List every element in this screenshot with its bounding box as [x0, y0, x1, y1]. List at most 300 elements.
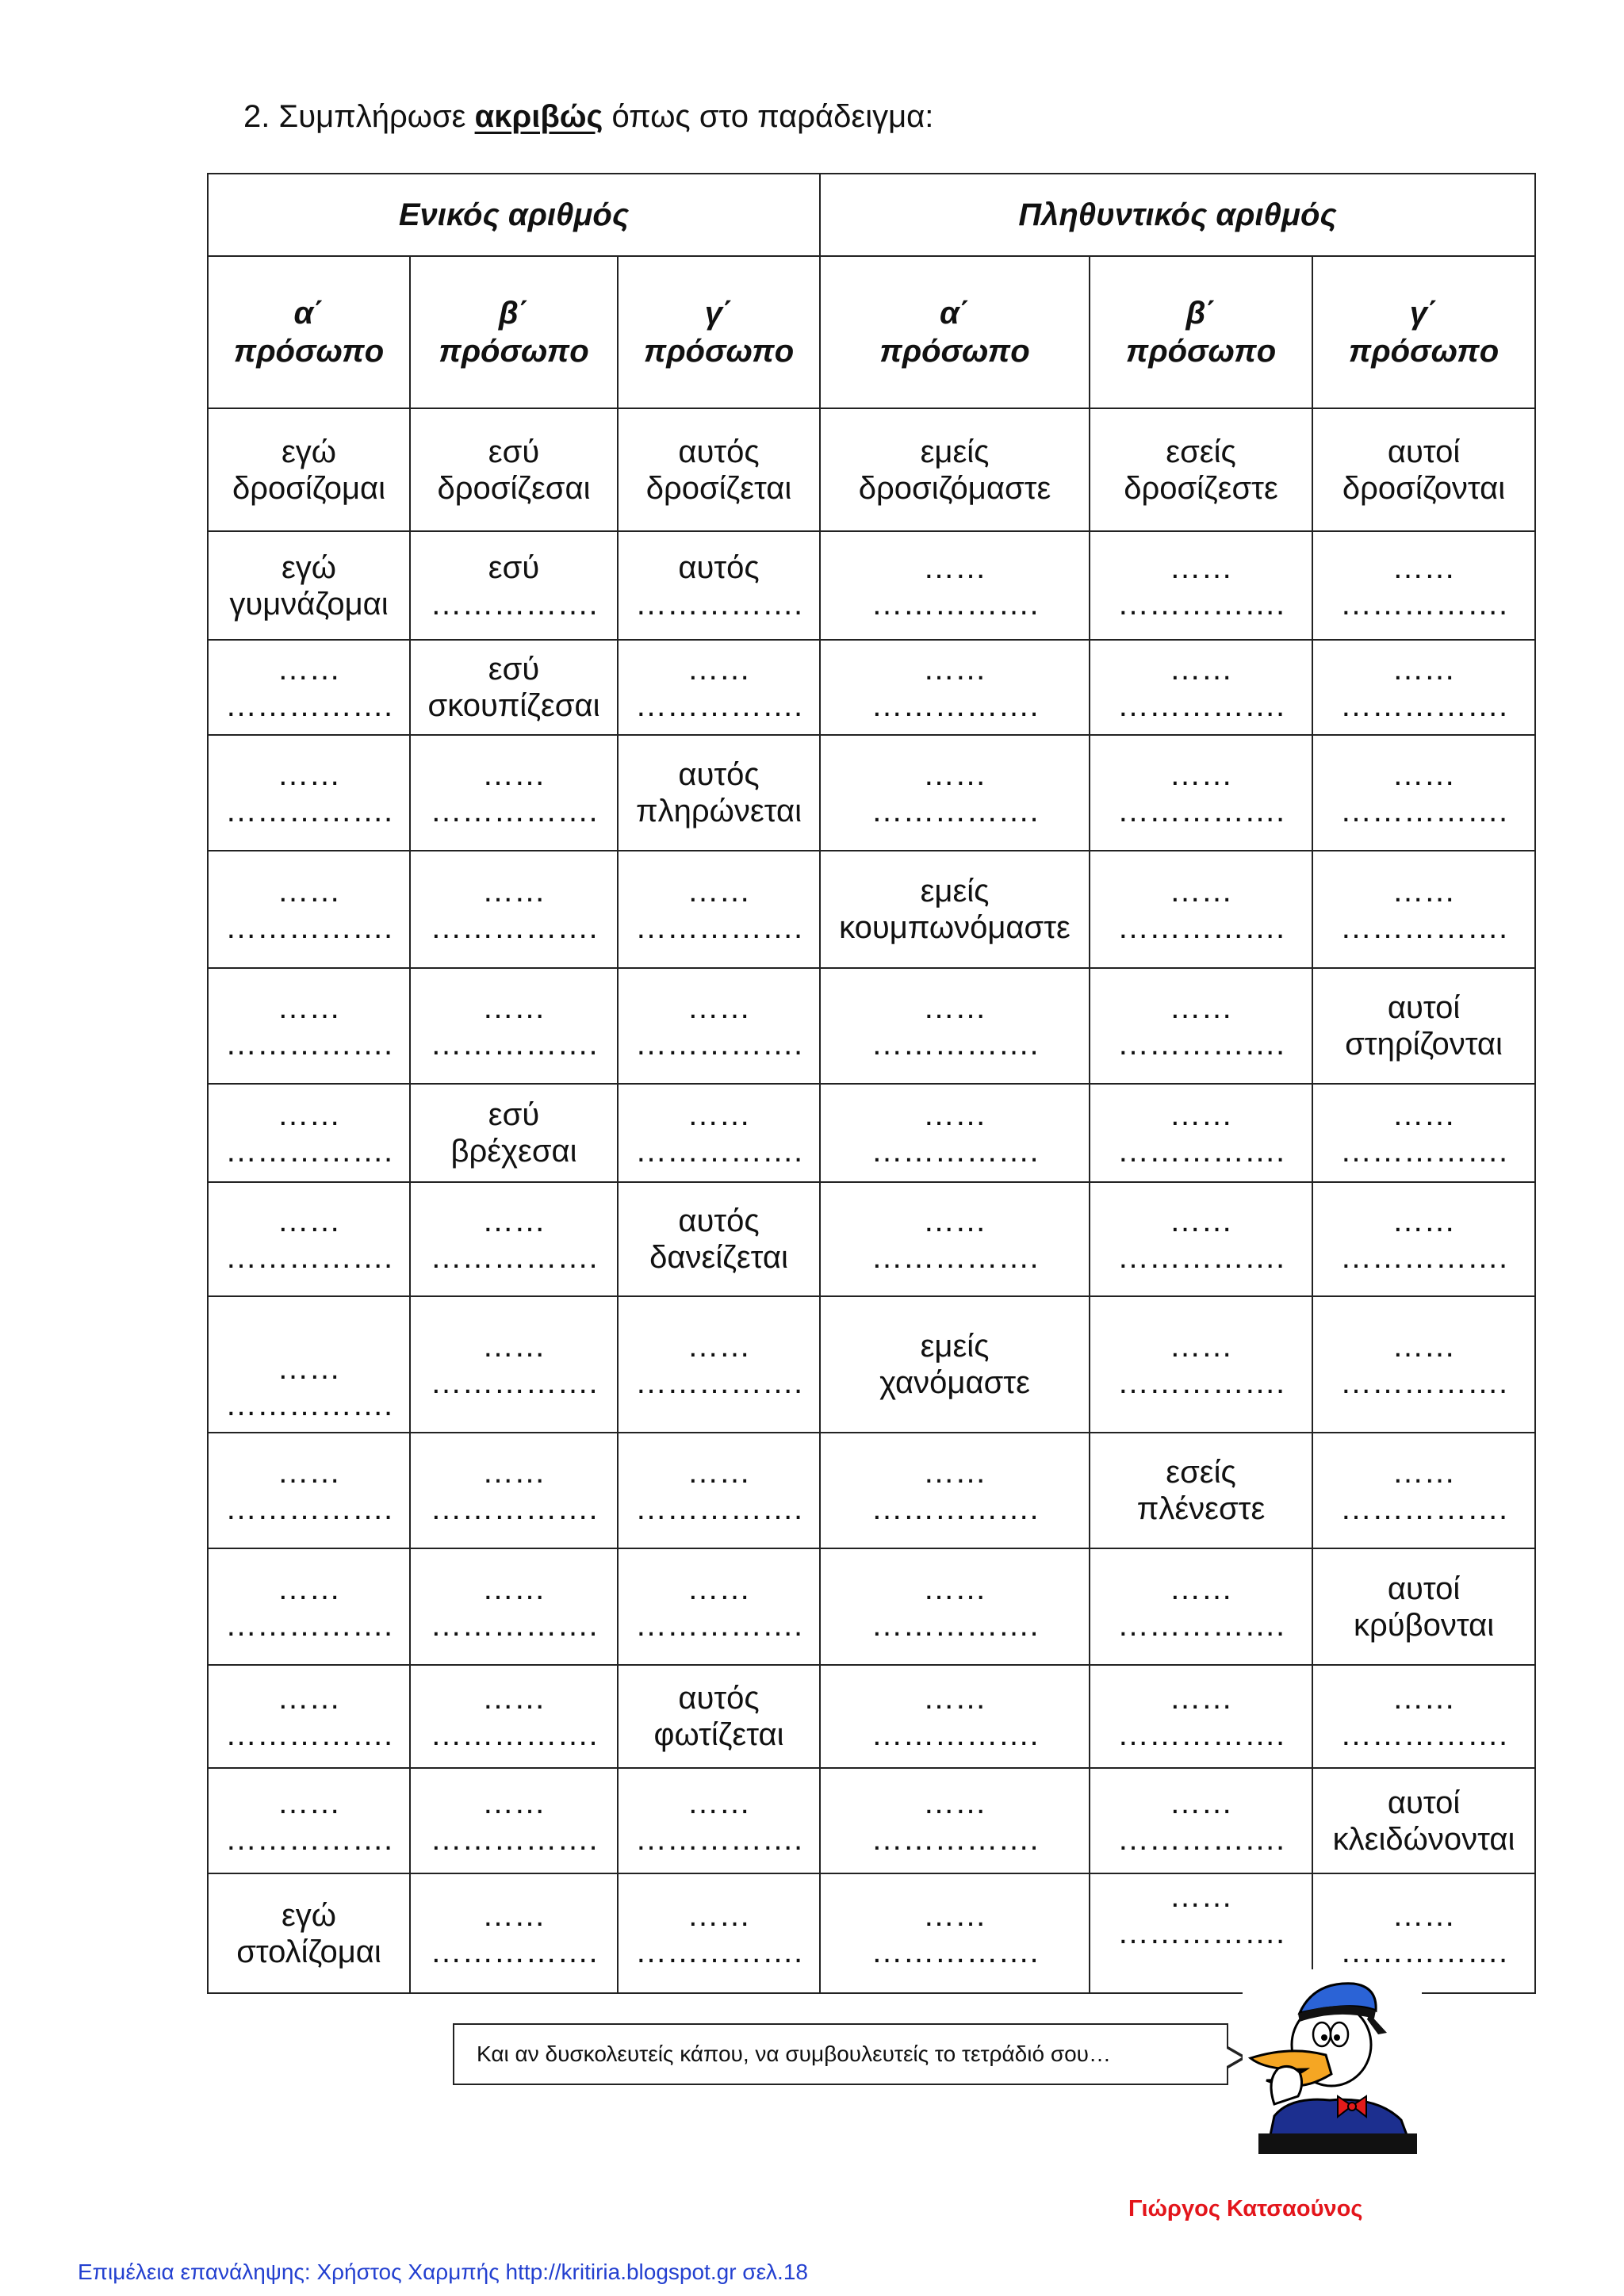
- blank-answer-cell: [410, 1768, 618, 1873]
- cell-line-verb: δροσίζονται: [1342, 470, 1506, 506]
- given-form-cell: [410, 1084, 618, 1182]
- cell-line-verb: …………….: [871, 688, 1039, 723]
- cell-line-pronoun: αυτός: [678, 549, 760, 585]
- person-header-2: [410, 256, 618, 408]
- cell-text: [1313, 1454, 1534, 1527]
- instruction-tail: όπως στο παράδειγμα:: [611, 99, 934, 134]
- cell-line-verb: …………….: [224, 1387, 393, 1422]
- cell-line-verb: πλένεστε: [1136, 1491, 1266, 1526]
- given-form-cell: [410, 408, 618, 531]
- cell-line-verb: …………….: [634, 1821, 803, 1857]
- cell-text: [209, 549, 409, 622]
- donald-duck-drawing: [1243, 1969, 1422, 2154]
- cell-text: [1090, 434, 1312, 507]
- blank-answer-cell: [1312, 1433, 1535, 1548]
- person-word: πρόσωπο: [233, 334, 385, 369]
- given-form-cell: [1090, 1433, 1312, 1548]
- given-form-cell: [1090, 408, 1312, 531]
- cell-text: [1090, 651, 1312, 724]
- cell-line-verb: …………….: [1116, 1915, 1285, 1950]
- cell-line-pronoun: εσύ: [488, 652, 540, 687]
- cell-line-verb: …………….: [871, 1240, 1039, 1275]
- cell-line-pronoun: εγώ: [281, 1897, 337, 1933]
- cell-line-verb: …………….: [1116, 1365, 1285, 1400]
- cell-line-pronoun: ……: [1392, 1329, 1456, 1364]
- cell-text: [619, 651, 819, 724]
- cell-line-verb: …………….: [634, 1365, 803, 1400]
- cell-text: [209, 756, 409, 829]
- blank-answer-cell: [618, 1873, 820, 1993]
- cell-line-verb: …………….: [871, 1491, 1039, 1526]
- cell-line-verb: …………….: [1116, 1134, 1285, 1169]
- cell-text: [411, 1785, 617, 1858]
- blank-answer-cell: [208, 851, 410, 968]
- cell-line-verb: …………….: [871, 794, 1039, 828]
- cell-text: [619, 873, 819, 946]
- cell-line-pronoun: ……: [1392, 652, 1456, 687]
- cell-line-verb: …………….: [1116, 1240, 1285, 1275]
- blank-answer-cell: [1312, 1296, 1535, 1433]
- blank-answer-cell: [618, 640, 820, 735]
- cell-text: [619, 1571, 819, 1644]
- cell-line-pronoun: εσύ: [488, 434, 540, 469]
- blank-answer-cell: [1312, 1084, 1535, 1182]
- cell-line-pronoun: ……: [687, 874, 751, 909]
- cell-text: [209, 1096, 409, 1169]
- cell-line-pronoun: εσείς: [1166, 1455, 1236, 1490]
- cell-line-pronoun: ……: [1392, 1681, 1456, 1716]
- table-row: [208, 1182, 1535, 1296]
- cell-line-pronoun: ……: [1392, 1897, 1456, 1933]
- cell-line-verb: …………….: [1339, 688, 1508, 723]
- cell-line-pronoun: εσείς: [1166, 434, 1236, 469]
- cell-line-verb: κλειδώνονται: [1332, 1821, 1515, 1857]
- cell-line-verb: δροσιζόμαστε: [858, 470, 1051, 506]
- cell-text: [1313, 1328, 1534, 1401]
- cell-text: [209, 1350, 409, 1423]
- given-form-cell: [618, 1182, 820, 1296]
- cell-line-pronoun: ……: [277, 1455, 341, 1490]
- table-row: [208, 1768, 1535, 1873]
- blank-answer-cell: [1090, 1296, 1312, 1433]
- blank-answer-cell: [1090, 1548, 1312, 1665]
- cell-line-verb: γυμνάζομαι: [229, 586, 389, 622]
- cell-line-pronoun: ……: [277, 757, 341, 792]
- cell-line-pronoun: αυτοί: [1387, 990, 1461, 1025]
- cell-line-pronoun: ……: [277, 874, 341, 909]
- blank-answer-cell: [618, 968, 820, 1084]
- blank-answer-cell: [208, 968, 410, 1084]
- cell-line-verb: …………….: [430, 910, 598, 945]
- cell-text: [821, 434, 1089, 507]
- cell-line-verb: …………….: [1339, 1934, 1508, 1969]
- cell-line-verb: πληρώνεται: [636, 794, 802, 828]
- blank-answer-cell: [410, 735, 618, 851]
- cell-line-pronoun: ……: [277, 990, 341, 1025]
- table-row: [208, 1084, 1535, 1182]
- blank-answer-cell: [1312, 640, 1535, 735]
- cell-line-pronoun: ……: [687, 1329, 751, 1364]
- cell-text: [411, 1454, 617, 1527]
- blank-answer-cell: [410, 1665, 618, 1768]
- cell-line-pronoun: ……: [923, 1455, 987, 1490]
- blank-answer-cell: [820, 1768, 1090, 1873]
- cell-text: [821, 1785, 1089, 1858]
- cell-text: [411, 873, 617, 946]
- cell-text: [411, 1096, 617, 1169]
- cell-line-verb: …………….: [430, 794, 598, 828]
- cell-line-verb: …………….: [224, 1240, 393, 1275]
- cell-text: [619, 1897, 819, 1970]
- cell-text: [1313, 1897, 1534, 1970]
- cell-line-pronoun: αυτός: [678, 434, 760, 469]
- cell-line-pronoun: ……: [687, 1455, 751, 1490]
- cell-line-pronoun: ……: [1169, 757, 1233, 792]
- cell-line-pronoun: αυτοί: [1387, 434, 1461, 469]
- cell-text: [1313, 989, 1534, 1062]
- given-form-cell: [820, 851, 1090, 968]
- cell-line-pronoun: ……: [1169, 1681, 1233, 1716]
- cell-text: [619, 989, 819, 1062]
- cell-line-verb: στηρίζονται: [1345, 1027, 1503, 1062]
- blank-answer-cell: [1090, 1665, 1312, 1768]
- cell-line-verb: …………….: [871, 1934, 1039, 1969]
- cell-text: [821, 651, 1089, 724]
- blank-answer-cell: [1090, 851, 1312, 968]
- cell-line-pronoun: ……: [277, 652, 341, 687]
- blank-answer-cell: [820, 640, 1090, 735]
- cell-line-pronoun: ……: [482, 1681, 546, 1716]
- cell-text: [821, 1571, 1089, 1644]
- table-row: [208, 1433, 1535, 1548]
- cell-text: [821, 1203, 1089, 1276]
- cell-text: [1313, 1096, 1534, 1169]
- cell-line-pronoun: εμείς: [920, 434, 990, 469]
- cell-line-pronoun: αυτός: [678, 1203, 760, 1238]
- blank-answer-cell: [410, 851, 618, 968]
- cell-line-pronoun: ……: [923, 757, 987, 792]
- blank-answer-cell: [1312, 735, 1535, 851]
- speech-bubble: [453, 2023, 1228, 2085]
- cell-line-verb: …………….: [224, 794, 393, 828]
- table-row: [208, 531, 1535, 640]
- person-header-5: [1090, 256, 1312, 408]
- cell-line-verb: …………….: [430, 1934, 598, 1969]
- cell-line-verb: …………….: [1339, 1134, 1508, 1169]
- cell-line-pronoun: ……: [277, 1681, 341, 1716]
- cell-line-verb: …………….: [224, 688, 393, 723]
- cell-line-pronoun: εγώ: [281, 549, 337, 585]
- cell-line-pronoun: ……: [1169, 1785, 1233, 1820]
- cell-line-pronoun: ……: [687, 990, 751, 1025]
- given-form-cell: [618, 735, 820, 851]
- singular-header: Ενικός αριθμός: [208, 174, 820, 256]
- cell-line-verb: …………….: [1339, 586, 1508, 622]
- cell-line-pronoun: εμείς: [920, 874, 990, 909]
- cell-line-pronoun: ……: [923, 1897, 987, 1933]
- cell-text: [1090, 1454, 1312, 1527]
- cell-line-verb: …………….: [430, 1607, 598, 1643]
- blank-answer-cell: [618, 1548, 820, 1665]
- cell-line-verb: κουμπωνόμαστε: [839, 910, 1071, 945]
- cell-line-verb: δροσίζεται: [645, 470, 792, 506]
- plural-header: Πληθυντικός αριθμός: [820, 174, 1535, 256]
- person-ordinal: α΄: [939, 296, 971, 331]
- page-footer: Επιμέλεια επανάληψης: Χρήστος Χαρμπής http://kritiria.blogspot.gr σελ.18: [78, 2260, 808, 2284]
- cell-line-pronoun: αυτός: [678, 1681, 760, 1716]
- given-form-cell: [208, 408, 410, 531]
- blank-answer-cell: [1312, 1182, 1535, 1296]
- cell-line-pronoun: εσύ: [488, 1097, 540, 1132]
- cell-line-pronoun: ……: [1169, 1329, 1233, 1364]
- cell-line-verb: …………….: [634, 1491, 803, 1526]
- cell-line-pronoun: ……: [1169, 652, 1233, 687]
- given-form-cell: [820, 1296, 1090, 1433]
- cell-text: [1090, 989, 1312, 1062]
- cell-text: [1090, 1203, 1312, 1276]
- instruction-lead: 2. Συμπλήρωσε: [243, 99, 466, 134]
- cell-line-verb: σκουπίζεσαι: [427, 688, 600, 723]
- cell-text: [411, 756, 617, 829]
- cell-text: [619, 1328, 819, 1401]
- cell-line-pronoun: ……: [482, 757, 546, 792]
- blank-answer-cell: [410, 1182, 618, 1296]
- blank-answer-cell: [208, 1084, 410, 1182]
- cell-line-pronoun: ……: [687, 1897, 751, 1933]
- blank-answer-cell: [1090, 531, 1312, 640]
- cell-line-verb: …………….: [1116, 1607, 1285, 1643]
- cell-text: [821, 549, 1089, 622]
- person-header-3: [618, 256, 820, 408]
- cell-line-pronoun: ……: [923, 549, 987, 585]
- cell-line-verb: …………….: [1339, 1491, 1508, 1526]
- cell-text: [1313, 1203, 1534, 1276]
- blank-answer-cell: [208, 1433, 410, 1548]
- cell-line-verb: …………….: [430, 1240, 598, 1275]
- cell-line-pronoun: εγώ: [281, 434, 337, 469]
- cell-line-verb: …………….: [871, 1607, 1039, 1643]
- cell-text: [619, 434, 819, 507]
- cell-line-verb: χανόμαστε: [879, 1365, 1030, 1400]
- cell-text: [821, 756, 1089, 829]
- cell-text: [1313, 756, 1534, 829]
- cell-line-pronoun: ……: [482, 1203, 546, 1238]
- blank-answer-cell: [1090, 1182, 1312, 1296]
- cell-line-pronoun: ……: [482, 990, 546, 1025]
- cell-line-verb: …………….: [871, 1134, 1039, 1169]
- cell-line-pronoun: ……: [1392, 874, 1456, 909]
- given-form-cell: [1312, 1768, 1535, 1873]
- cell-text: [1090, 1878, 1312, 1951]
- blank-answer-cell: [410, 1433, 618, 1548]
- person-header-4: [820, 256, 1090, 408]
- blank-answer-cell: [618, 1433, 820, 1548]
- person-ordinal: α΄: [293, 296, 324, 331]
- cell-line-verb: …………….: [224, 1717, 393, 1752]
- cell-line-pronoun: ……: [1392, 1455, 1456, 1490]
- table-row: [208, 968, 1535, 1084]
- cell-text: [411, 1680, 617, 1753]
- cell-text: [411, 549, 617, 622]
- cell-text: [209, 1680, 409, 1753]
- cell-line-pronoun: ……: [482, 874, 546, 909]
- person-ordinal: γ΄: [1409, 296, 1438, 331]
- cell-line-pronoun: ……: [1392, 1203, 1456, 1238]
- cell-line-pronoun: ……: [687, 1785, 751, 1820]
- given-form-cell: [820, 408, 1090, 531]
- cell-line-pronoun: ……: [923, 1571, 987, 1606]
- cell-text: [1313, 549, 1534, 622]
- cell-line-pronoun: αυτοί: [1387, 1571, 1461, 1606]
- person-header-1: [208, 256, 410, 408]
- person-word: πρόσωπο: [643, 334, 795, 369]
- cell-text: [1090, 1571, 1312, 1644]
- cell-line-pronoun: ……: [482, 1897, 546, 1933]
- cell-line-verb: …………….: [430, 586, 598, 622]
- blank-answer-cell: [208, 1665, 410, 1768]
- blank-answer-cell: [820, 1873, 1090, 1993]
- person-header-row: [208, 256, 1535, 408]
- blank-answer-cell: [208, 1182, 410, 1296]
- cell-line-verb: …………….: [1339, 1365, 1508, 1400]
- cell-line-verb: βρέχεσαι: [450, 1134, 577, 1169]
- cell-line-pronoun: ……: [1169, 1878, 1233, 1914]
- given-form-cell: [1312, 408, 1535, 531]
- blank-answer-cell: [820, 1084, 1090, 1182]
- cell-line-pronoun: ……: [1169, 1203, 1233, 1238]
- number-header-row: [208, 174, 1535, 256]
- cell-text: [619, 1785, 819, 1858]
- table-row: [208, 408, 1535, 531]
- given-form-cell: [208, 1873, 410, 1993]
- blank-answer-cell: [820, 968, 1090, 1084]
- blank-answer-cell: [208, 640, 410, 735]
- cell-text: [209, 1203, 409, 1276]
- blank-answer-cell: [618, 1084, 820, 1182]
- person-word: πρόσωπο: [1348, 334, 1500, 369]
- cell-line-verb: …………….: [1116, 586, 1285, 622]
- cell-text: [1313, 1785, 1534, 1858]
- cell-line-pronoun: ……: [1169, 1571, 1233, 1606]
- given-form-cell: [410, 640, 618, 735]
- given-form-cell: [208, 531, 410, 640]
- cell-line-pronoun: ……: [1392, 757, 1456, 792]
- cell-text: [821, 1680, 1089, 1753]
- cell-line-verb: …………….: [871, 1717, 1039, 1752]
- cell-text: [1090, 549, 1312, 622]
- person-header-6: [1312, 256, 1535, 408]
- cell-line-pronoun: ……: [482, 1571, 546, 1606]
- cell-line-pronoun: ……: [923, 1681, 987, 1716]
- pronoun-with-blank-cell: [618, 531, 820, 640]
- cell-line-pronoun: ……: [687, 652, 751, 687]
- cell-text: [1313, 1680, 1534, 1753]
- cell-text: [411, 651, 617, 724]
- cell-line-verb: …………….: [871, 1027, 1039, 1062]
- cell-line-pronoun: ……: [923, 1097, 987, 1132]
- cell-text: [821, 1454, 1089, 1527]
- given-form-cell: [1312, 968, 1535, 1084]
- person-word: πρόσωπο: [439, 334, 589, 369]
- cell-text: [619, 756, 819, 829]
- cell-line-pronoun: ……: [923, 990, 987, 1025]
- cell-line-verb: …………….: [634, 1027, 803, 1062]
- cell-text: [821, 1096, 1089, 1169]
- blank-answer-cell: [410, 1873, 618, 1993]
- blank-answer-cell: [820, 1433, 1090, 1548]
- blank-answer-cell: [1090, 640, 1312, 735]
- cell-line-pronoun: ……: [1392, 1097, 1456, 1132]
- cell-line-pronoun: ……: [482, 1329, 546, 1364]
- cell-line-verb: …………….: [1339, 794, 1508, 828]
- blank-answer-cell: [1090, 968, 1312, 1084]
- donald-duck-icon: [1243, 1969, 1422, 2154]
- cell-line-pronoun: ……: [923, 1203, 987, 1238]
- blank-answer-cell: [820, 735, 1090, 851]
- cell-line-verb: …………….: [1339, 1717, 1508, 1752]
- cell-text: [209, 989, 409, 1062]
- conjugation-table: [207, 173, 1536, 1994]
- pronoun-with-blank-cell: [410, 531, 618, 640]
- cell-line-pronoun: ……: [687, 1571, 751, 1606]
- blank-answer-cell: [1312, 1665, 1535, 1768]
- cell-text: [821, 989, 1089, 1062]
- author-credit: Γιώργος Κατσαούνος: [1128, 2196, 1363, 2221]
- blank-answer-cell: [820, 531, 1090, 640]
- cell-line-verb: …………….: [224, 1491, 393, 1526]
- cell-text: [1313, 873, 1534, 946]
- cell-text: [411, 434, 617, 507]
- cell-text: [1313, 651, 1534, 724]
- cell-text: [821, 1328, 1089, 1401]
- speech-bubble-text: Και αν δυσκολευτείς κάπου, να συμβουλευτείς το τετράδιό σου…: [477, 2042, 1111, 2066]
- cell-text: [1090, 1785, 1312, 1858]
- cell-line-pronoun: αυτός: [678, 757, 760, 792]
- cell-text: [1313, 1571, 1534, 1644]
- cell-text: [209, 434, 409, 507]
- cell-line-verb: …………….: [1116, 688, 1285, 723]
- cell-line-pronoun: ……: [1169, 990, 1233, 1025]
- cell-text: [1313, 434, 1534, 507]
- cell-line-pronoun: ……: [482, 1455, 546, 1490]
- cell-text: [411, 1571, 617, 1644]
- cell-text: [411, 1328, 617, 1401]
- cell-line-pronoun: εσύ: [488, 549, 540, 585]
- cell-text: [209, 1571, 409, 1644]
- blank-answer-cell: [208, 1768, 410, 1873]
- cell-line-verb: κρύβονται: [1353, 1607, 1495, 1643]
- cell-line-pronoun: ……: [277, 1571, 341, 1606]
- cell-line-verb: …………….: [224, 1027, 393, 1062]
- cell-line-verb: …………….: [634, 1934, 803, 1969]
- cell-line-pronoun: αυτοί: [1387, 1785, 1461, 1820]
- given-form-cell: [618, 1665, 820, 1768]
- blank-answer-cell: [618, 851, 820, 968]
- table-body: [208, 408, 1535, 1993]
- cell-line-pronoun: ……: [1392, 549, 1456, 585]
- blank-answer-cell: [208, 1296, 410, 1433]
- blank-answer-cell: [208, 735, 410, 851]
- blank-answer-cell: [410, 968, 618, 1084]
- blank-answer-cell: [208, 1548, 410, 1665]
- cell-text: [619, 1096, 819, 1169]
- cell-line-pronoun: ……: [1169, 549, 1233, 585]
- cell-text: [1090, 873, 1312, 946]
- table-row: [208, 1665, 1535, 1768]
- blank-answer-cell: [1312, 851, 1535, 968]
- cell-line-verb: στολίζομαι: [236, 1934, 381, 1969]
- cell-text: [411, 989, 617, 1062]
